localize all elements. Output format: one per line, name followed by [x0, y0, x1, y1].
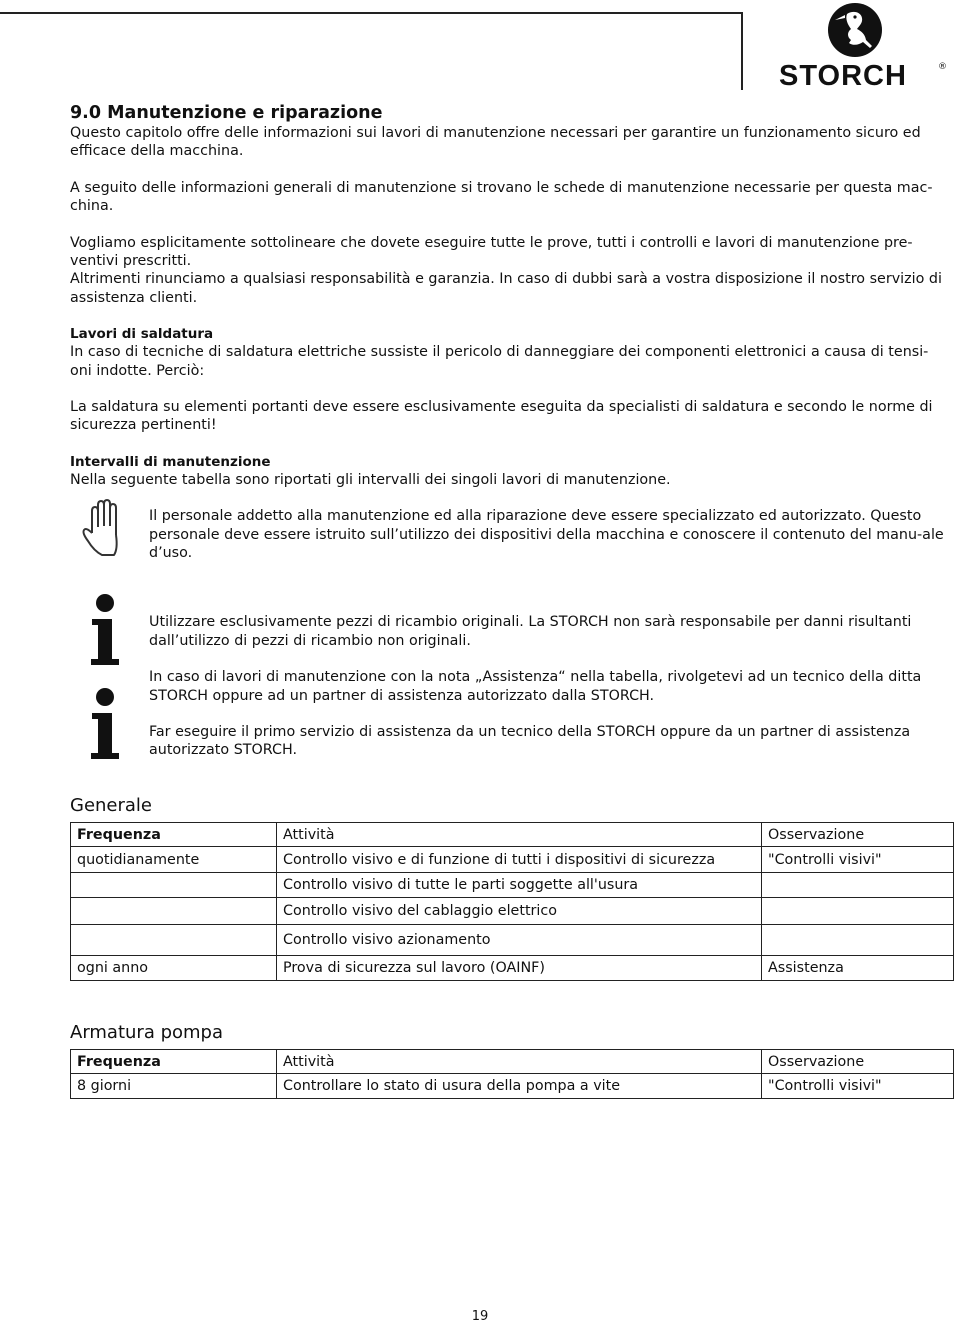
header-cell: Osservazione	[762, 1050, 954, 1074]
table-cell: Assistenza	[762, 956, 954, 981]
table-cell: "Controlli visivi"	[762, 1074, 954, 1099]
chapter-title: 9.0 Manutenzione e riparazione	[70, 103, 383, 123]
table-cell: ogni anno	[71, 956, 277, 981]
table-cell: Prova di sicurezza sul lavoro (OAINF)	[277, 956, 762, 981]
table-general	[70, 822, 954, 981]
table-row	[71, 898, 954, 925]
table-cell	[71, 873, 277, 898]
table-cell: Controllo visivo di tutte le parti soggette all'usura	[277, 873, 762, 898]
chapter-emphasis-1: Vogliamo esplicitamente sottolineare che dovete eseguire tutte le prove, tutti i controlli e lavori di manutenzione pre-ventivi prescritti.	[70, 234, 913, 270]
table-cell: Controllare lo stato di usura della pompa a vite	[277, 1074, 762, 1099]
hand-note-text: Il personale addetto alla manutenzione ed alla riparazione deve essere specializzato ed autorizzato. Questo personale deve essere istruito sull’utilizzo dei dispositivi della macchina e conoscere il contenuto del manu-ale d’uso.	[149, 508, 944, 562]
table-row	[71, 925, 954, 956]
table-general-section	[70, 795, 954, 981]
table-header-row	[71, 823, 954, 847]
table-pump-section	[70, 1022, 954, 1099]
info-note-2: In caso di lavori di manutenzione con la nota „Assistenza“ nella tabella, rivolgetevi ad un tecnico della ditta STORCH oppure ad un partner di assistenza autorizzato dalla STORCH.	[149, 669, 922, 704]
hand-note	[70, 507, 950, 577]
table-pump	[70, 1049, 954, 1099]
brand-name: STORCH	[779, 60, 907, 92]
welding-text: In caso di tecniche di saldatura elettriche sussiste il pericolo di danneggiare dei componenti elettronici a causa di tensi-oni indotte. Perciò:	[70, 344, 929, 379]
table-cell	[762, 898, 954, 925]
header-cell: Attività	[277, 823, 762, 847]
info-note-1: Utilizzare esclusivamente pezzi di ricambio originali. La STORCH non sarà responsabile per danni risultanti dall’utilizzo di pezzi di ricambio non originali.	[149, 614, 912, 649]
table-cell: Controllo visivo e di funzione di tutti i dispositivi di sicurezza	[277, 847, 762, 873]
hand-icon	[80, 499, 130, 559]
table-cell	[762, 925, 954, 956]
intervals-text: Nella seguente tabella sono riportati gli intervalli dei singoli lavori di manutenzione.	[70, 471, 671, 488]
table-cell: Controllo visivo azionamento	[277, 925, 762, 956]
table-header-row	[71, 1050, 954, 1074]
welding-warning: La saldatura su elementi portanti deve essere esclusivamente eseguita da specialisti di saldatura e secondo le norme di sicurezza pertinenti!	[70, 399, 933, 434]
stork-logo-icon	[825, 2, 885, 58]
table-cell	[71, 898, 277, 925]
registered-mark: ®	[938, 62, 947, 72]
info-notes	[70, 613, 950, 773]
chapter-intro: Questo capitolo offre delle informazioni sui lavori di manutenzione necessari per garantire un funzionamento sicuro ed efficace della macchina.	[70, 125, 921, 160]
header-cell: Frequenza	[71, 823, 277, 847]
table-cell: Controllo visivo del cablaggio elettrico	[277, 898, 762, 925]
intervals-title: Intervalli di manutenzione	[70, 453, 271, 470]
welding-title: Lavori di saldatura	[70, 326, 214, 343]
info-note-3: Far eseguire il primo servizio di assistenza da un tecnico della STORCH oppure da un partner di assistenza autorizzato STORCH.	[149, 723, 911, 759]
header-cell: Osservazione	[762, 823, 954, 847]
info-icon	[82, 687, 128, 761]
chapter-intro-2: A seguito delle informazioni generali di manutenzione si trovano le schede di manutenzione necessarie per questa mac-china.	[70, 179, 933, 215]
chapter-emphasis-2: Altrimenti rinunciamo a qualsiasi responsabilità e garanzia. In caso di dubbi sarà a vostra disposizione il nostro servizio di assistenza clienti.	[70, 271, 942, 306]
table-cell: 8 giorni	[71, 1074, 277, 1099]
table-row	[71, 1074, 954, 1099]
table-row	[71, 847, 954, 873]
table-cell: "Controlli visivi"	[762, 847, 954, 873]
table-general-title: Generale	[70, 795, 153, 816]
table-cell	[762, 873, 954, 898]
header-rule	[0, 12, 742, 14]
header-rule-vertical	[741, 12, 743, 90]
page-content	[70, 102, 950, 773]
header-cell: Attività	[277, 1050, 762, 1074]
table-pump-title: Armatura pompa	[70, 1022, 224, 1043]
storch-logo	[775, 2, 955, 92]
page-number: 19	[471, 1309, 489, 1324]
table-cell: quotidianamente	[71, 847, 277, 873]
table-cell	[71, 925, 277, 956]
header-cell: Frequenza	[71, 1050, 277, 1074]
table-row	[71, 873, 954, 898]
table-row	[71, 956, 954, 981]
info-icon	[82, 593, 128, 667]
